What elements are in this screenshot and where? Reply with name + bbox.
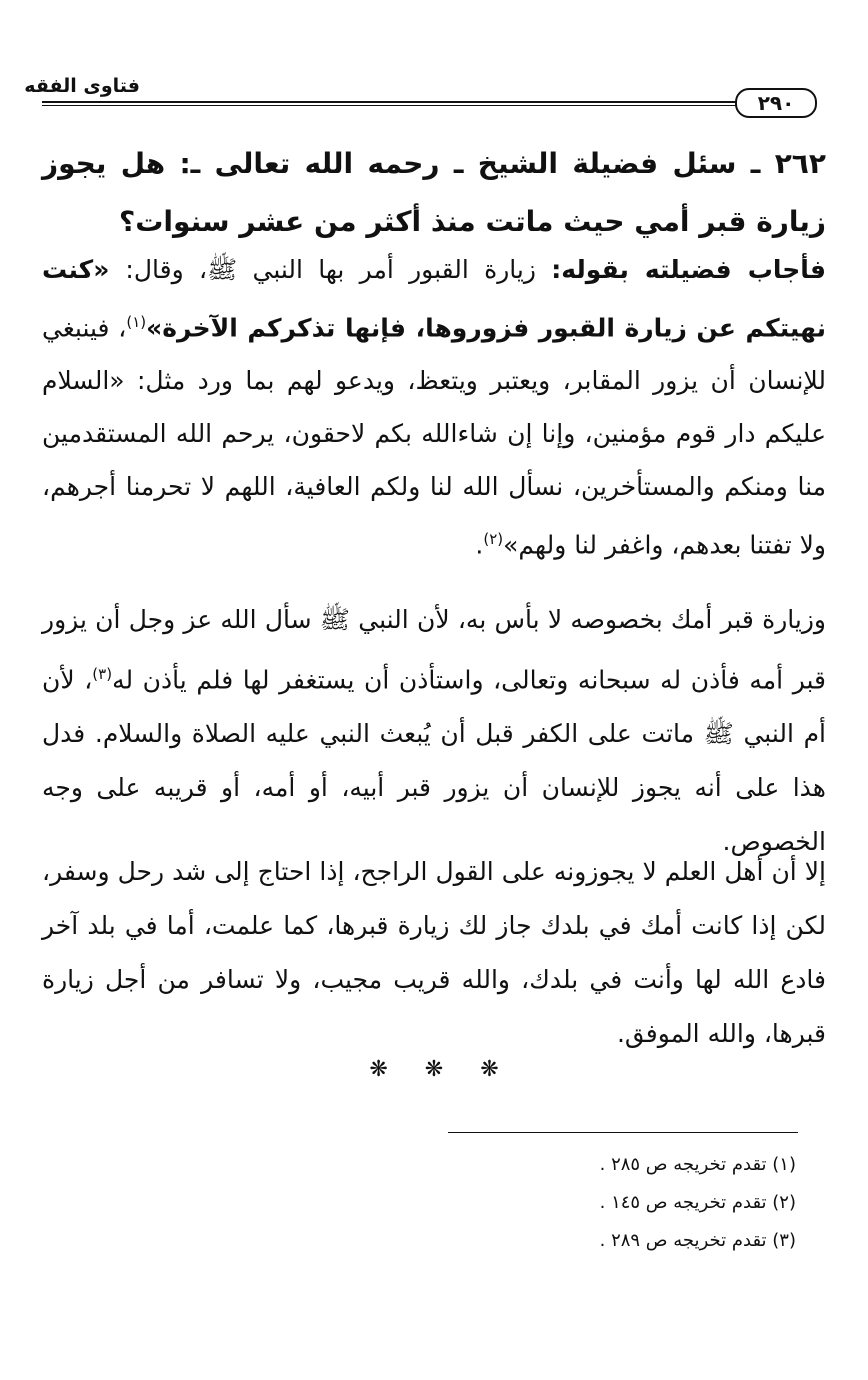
footnote-3: (٣) تقدم تخريجه ص ٢٨٩ . — [599, 1230, 796, 1251]
paragraph-2-text-a: وزيارة قبر أمك بخصوصه لا بأس به، لأن النبي ﷺ سأل الله عز وجل أن يزور قبر أمه فأذن له سبحانه وتعالى، واستأذن أن يستغفر لها فلم يأذن له — [42, 605, 826, 695]
answer-paragraph-1 — [42, 243, 826, 572]
answer-paragraph-3: إلا أن أهل العلم لا يجوزونه على القول الراجح، إذا احتاج إلى شد رحل وسفر، لكن إذا كانت أمك في بلدك جاز لك زيارة قبرها، كما علمت، أما في بلد آخر فادع الله لها وأنت في بلدك، والله قريب مجيب، ولا تسافر من أجل زيارة قبرها، والله الموفق. — [42, 857, 826, 1048]
answer-intro: فأجاب فضيلته بقوله: — [551, 255, 827, 284]
section-separator: ❋ ❋ ❋ — [369, 1057, 499, 1082]
header-rule — [42, 101, 736, 103]
footnote-ref-1: (١) — [126, 313, 147, 331]
footnote-ref-3: (٣) — [92, 665, 113, 683]
footnote-ref-2: (٢) — [483, 530, 504, 549]
page-number: ٢٩٠ — [735, 88, 817, 118]
paragraph-1-text: ، فينبغي للإنسان أن يزور المقابر، ويعتبر ويتعظ، ويدعو لهم بما ورد مثل: «السلام عليكم دار قوم مؤمنين، وإنا إن شاءالله بكم لاحقون، يرحم الله المستقدمين منا ومنكم والمستأخرين، نسأل الله لنا ولكم العافية، اللهم لا تحرمنا أجرهم، ولا تفتنا بعدهم، واغفر لنا ولهم» — [42, 313, 826, 560]
question-heading: ٢٦٢ ـ سئل فضيلة الشيخ ـ رحمه الله تعالى ـ: هل يجوز زيارة قبر أمي حيث ماتت منذ أكثر من عشر سنوات؟ — [42, 147, 826, 238]
paragraph-1-end: . — [475, 530, 484, 560]
paragraph-2-text-b: ، لأن أم النبي ﷺ ماتت على الكفر قبل أن يُبعث النبي عليه الصلاة والسلام. فدل هذا على أنه يجوز للإنسان أن يزور قبر أبيه، أو أمه، أو قريبه على وجه الخصوص. — [42, 665, 826, 857]
footnote-rule — [448, 1132, 798, 1133]
answer-intro-rest: زيارة القبور أمر بها النبي ﷺ، وقال: — [125, 255, 552, 284]
running-header-title: فتاوى الفقه — [24, 75, 140, 97]
answer-paragraph-2 — [42, 593, 826, 869]
footnotes — [600, 1146, 796, 1260]
footnote-2: (٢) تقدم تخريجه ص ١٤٥ . — [599, 1192, 796, 1213]
hadith-quote: «كنت نهيتكم عن زيارة القبور فزوروها، فإنها تذكركم الآخرة» — [42, 255, 826, 343]
footnote-1: (١) تقدم تخريجه ص ٢٨٥ . — [599, 1154, 796, 1175]
header-rule-thin — [42, 105, 736, 106]
